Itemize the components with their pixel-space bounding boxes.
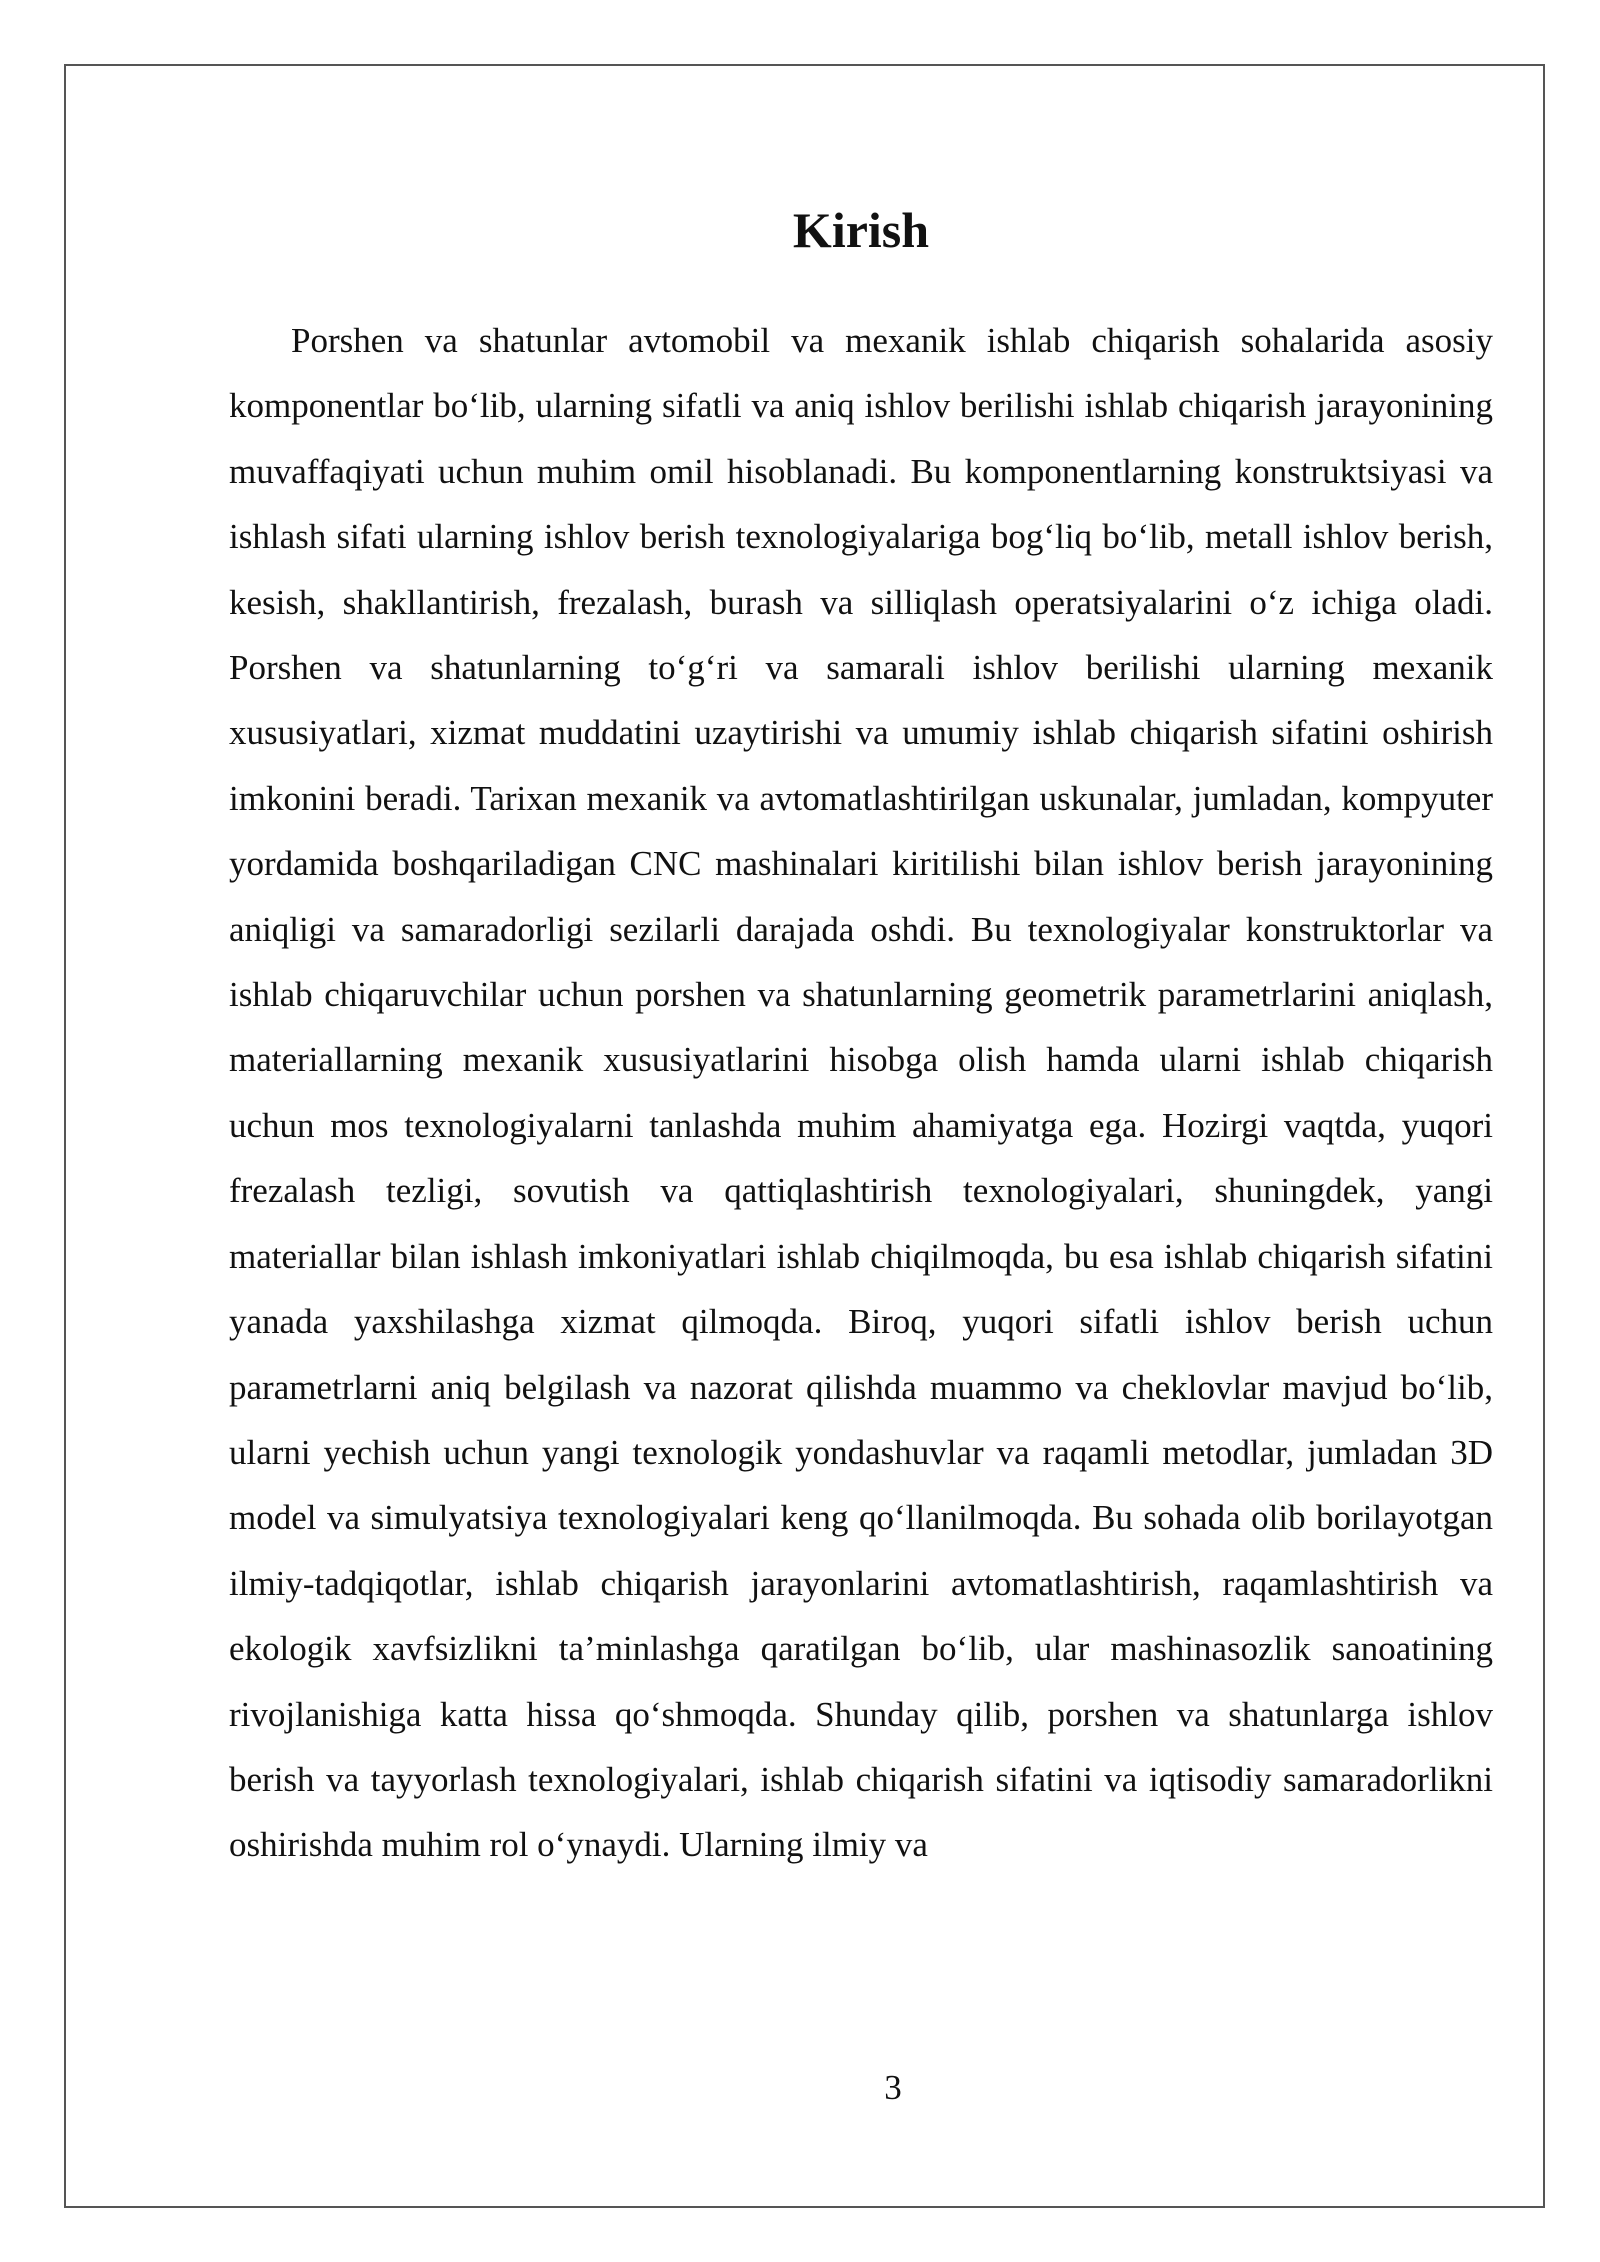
page-number: 3 xyxy=(884,2068,902,2107)
page-title: Kirish xyxy=(792,202,930,258)
body-paragraph: Porshen va shatunlar avtomobil va mexanik ishlab chiqarish sohalarida asosiy komponentlar bo‘lib, ularning sifatli va aniq ishlov berilishi ishlab chiqarish jarayonining muvaffaqiyati uchun muhim omil hisoblanadi. Bu komponentlarning konstruktsiyasi va ishlash sifati ularning ishlov berish texnologiyalariga bog‘liq bo‘lib, metall ishlov berish, kesish, shakllantirish, frezalash, burash va silliqlash operatsiyalarini o‘z ichiga oladi. Porshen va shatunlarning to‘g‘ri va samarali ishlov berilishi ularning mexanik xususiyatlari, xizmat muddatini uzaytirishi va umumiy ishlab chiqarish sifatini oshirish imkonini beradi. Tarixan mexanik va avtomatlashtirilgan uskunalar, jumladan, kompyuter yordamida boshqariladigan CNC mashinalari kiritilishi bilan ishlov berish jarayonining aniqligi va samaradorligi sezilarli darajada oshdi. Bu texnologiyalar konstruktorlar va ishlab chiqaruvchilar uchun porshen va shatunlarning geometrik parametrlarini aniqlash, materiallarning mexanik xususiyatlarini hisobga olish hamda ularni ishlab chiqarish uchun mos texnologiyalarni tanlashda muhim ahamiyatga ega. Hozirgi vaqtda, yuqori frezalash tezligi, sovutish va qattiqlashtirish texnologiyalari, shuningdek, yangi materiallar bilan ishlash imkoniyatlari ishlab chiqilmoqda, bu esa ishlab chiqarish sifatini yanada yaxshilashga xizmat qilmoqda. Biroq, yuqori sifatli ishlov berish uchun parametrlarni aniq belgilash va nazorat qilishda muammo va cheklovlar mavjud bo‘lib, ularni yechish uchun yangi texnologik yondashuvlar va raqamli metodlar, jumladan 3D model va simulyatsiya texnologiyalari keng qo‘llanilmoqda. Bu sohada olib borilayotgan ilmiy-tadqiqotlar, ishlab chiqarish jarayonlarini avtomatlashtirish, raqamlashtirish va ekologik xavfsizlikni ta’minlashga qaratilgan bo‘lib, ular mashinasozlik sanoatining rivojlanishiga katta hissa qo‘shmoqda. Shunday qilib, porshen va shatunlarga ishlov berish va tayyorlash texnologiyalari, ishlab chiqarish sifatini va iqtisodiy samaradorlikni oshirishda muhim rol o‘ynaydi. Ularning ilmiy va xyxy=(229,321,1493,1865)
page-content xyxy=(229,170,1493,1878)
